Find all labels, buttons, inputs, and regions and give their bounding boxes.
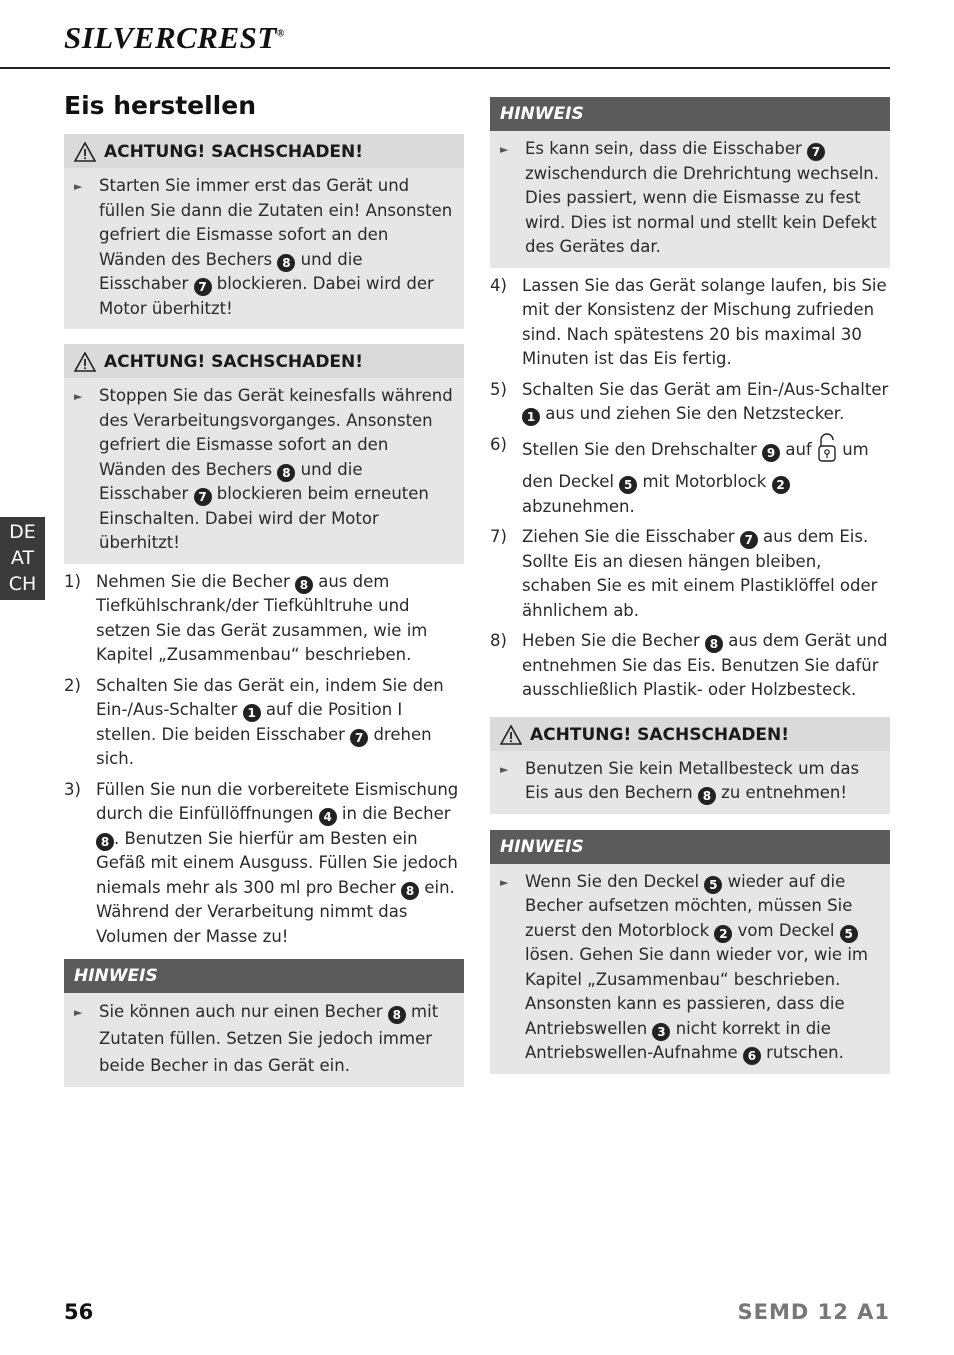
- language-tab: DE AT CH: [0, 517, 45, 600]
- warning-triangle-icon: [500, 725, 522, 745]
- part-number-badge: 8: [277, 464, 295, 482]
- part-number-badge: 8: [705, 635, 723, 653]
- warning-heading: ACHTUNG! SACHSCHADEN!: [530, 724, 790, 745]
- left-column: [64, 134, 464, 1087]
- warning-text: Stoppen Sie das Gerät keinesfalls während des Verarbeitungsvorganges. Ansonsten gefriert die Eismasse sofort an den Wänden des Bechers 8 und die Eisschaber 7 blockieren beim erneuten Einschalten. Dabei wird der Motor überhitzt!: [99, 386, 453, 552]
- note-heading: HINWEIS: [490, 830, 890, 864]
- part-number-badge: 8: [295, 576, 313, 594]
- step-item: 1) Nehmen Sie die Becher 8 aus dem Tiefkühlschrank/der Tiefkühltruhe und setzen Sie das Gerät zusammen, wie im Kapitel „Zusammenbau“ beschrieben.: [64, 571, 428, 664]
- warning-text: Benutzen Sie kein Metallbesteck um das Eis aus den Bechern 8 zu entnehmen!: [525, 758, 860, 803]
- page-number: 56: [64, 1300, 94, 1324]
- part-number-badge: 5: [840, 925, 858, 943]
- arrow-bullet-icon: ►: [500, 762, 509, 776]
- part-number-badge: 7: [194, 278, 212, 296]
- warning-heading: ACHTUNG! SACHSCHADEN!: [104, 352, 364, 372]
- model-number: SEMD 12 A1: [737, 1300, 890, 1324]
- note-box: [490, 830, 890, 1074]
- part-number-badge: 8: [277, 254, 295, 272]
- warning-triangle-icon: [74, 352, 96, 372]
- part-number-badge: 1: [243, 704, 261, 722]
- arrow-bullet-icon: ►: [500, 143, 509, 156]
- step-item: 4) Lassen Sie das Gerät solange laufen, bis Sie mit der Konsistenz der Mischung zufrieden sind. Nach spätestens 20 bis maximal 30 Minuten ist das Eis fertig.: [490, 275, 887, 368]
- part-number-badge: 8: [698, 787, 716, 805]
- part-number-badge: 7: [807, 143, 825, 161]
- step-item: 8) Heben Sie die Becher 8 aus dem Gerät und entnehmen Sie das Eis. Benutzen Sie dafür ausschließlich Plastik- oder Holzbesteck.: [490, 631, 888, 699]
- step-item: 5) Schalten Sie das Gerät am Ein-/Aus-Schalter 1 aus und ziehen Sie den Netzstecker.: [490, 379, 889, 424]
- note-text: Sie können auch nur einen Becher 8 mit Zutaten füllen. Setzen Sie jedoch immer beide Becher in das Gerät ein.: [99, 1002, 439, 1075]
- part-number-badge: 7: [740, 531, 758, 549]
- page-title: Eis herstellen: [64, 91, 256, 120]
- part-number-badge: 8: [96, 833, 114, 851]
- brand-logo: SILVERCREST®: [64, 20, 285, 55]
- header-rule: [0, 67, 890, 69]
- part-number-badge: 6: [743, 1047, 761, 1065]
- warning-triangle-icon: [74, 142, 96, 162]
- right-column: [490, 97, 890, 1074]
- arrow-bullet-icon: ►: [500, 875, 509, 889]
- note-text: Es kann sein, dass die Eisschaber 7 zwischendurch die Drehrichtung wechseln. Dies passiert, wenn die Eismasse zu fest wird. Dies ist normal und stellt kein Defekt des Gerätes dar.: [525, 139, 880, 256]
- note-heading: HINWEIS: [490, 97, 890, 131]
- lock-icon: [817, 433, 837, 471]
- part-number-badge: 7: [194, 488, 212, 506]
- warning-text: Starten Sie immer erst das Gerät und füllen Sie dann die Zutaten ein! Ansonsten gefriert die Eismasse sofort an den Wänden des Bechers 8 und die Eisschaber 7 blockieren. Dabei wird der Motor überhitzt!: [99, 176, 453, 318]
- warning-box: [64, 134, 464, 329]
- part-number-badge: 4: [319, 808, 337, 826]
- part-number-badge: 2: [772, 476, 790, 494]
- step-list: [490, 274, 890, 703]
- part-number-badge: 5: [619, 476, 637, 494]
- step-item: 6) Stellen Sie den Drehschalter 9 auf um den Deckel 5 mit Motorblock 2 abzunehmen.: [490, 434, 869, 516]
- warning-heading: ACHTUNG! SACHSCHADEN!: [104, 142, 364, 162]
- part-number-badge: 1: [522, 408, 540, 426]
- note-box: [64, 959, 464, 1087]
- step-item: 3) Füllen Sie nun die vorbereitete Eismischung durch die Einfüllöffnungen 4 in die Becher 8 . Benutzen Sie hierfür am Besten ein Gefäß mit einem Ausguss. Füllen Sie jedoch niemals mehr als 300 ml pro Becher 8 ein. Während der Verarbeitung nimmt das Volumen der Masse zu!: [64, 779, 459, 946]
- note-box: [490, 97, 890, 268]
- note-text: Wenn Sie den Deckel 5 wieder auf die Becher aufsetzen möchten, müssen Sie zuerst den Motorblock 2 vom Deckel 5 lösen. Gehen Sie dann wieder vor, wie im Kapitel „Zusammenbau“ beschrieben. Ansonsten kann es passieren, dass die Antriebswellen 3 nicht korrekt in die Antriebswellen-Aufnahme 6 rutschen.: [525, 871, 868, 1063]
- part-number-badge: 9: [762, 444, 780, 462]
- step-item: 2) Schalten Sie das Gerät ein, indem Sie den Ein-/Aus-Schalter 1 auf die Position I stellen. Die beiden Eisschaber 7 drehen sich.: [64, 675, 444, 768]
- note-heading: HINWEIS: [64, 959, 464, 993]
- part-number-badge: 8: [401, 882, 419, 900]
- warning-box: [490, 717, 890, 814]
- part-number-badge: 8: [388, 1006, 406, 1024]
- part-number-badge: 2: [714, 925, 732, 943]
- step-item: 7) Ziehen Sie die Eisschaber 7 aus dem Eis. Sollte Eis an diesen hängen bleiben, schaben Sie es mit einem Plastiklöffel oder ähnlichem ab.: [490, 527, 878, 620]
- part-number-badge: 7: [350, 729, 368, 747]
- arrow-bullet-icon: ►: [74, 1006, 83, 1019]
- warning-box: [64, 344, 464, 564]
- part-number-badge: 5: [704, 876, 722, 894]
- step-list: [64, 570, 464, 950]
- part-number-badge: 3: [652, 1023, 670, 1041]
- arrow-bullet-icon: ►: [74, 390, 83, 403]
- arrow-bullet-icon: ►: [74, 180, 83, 193]
